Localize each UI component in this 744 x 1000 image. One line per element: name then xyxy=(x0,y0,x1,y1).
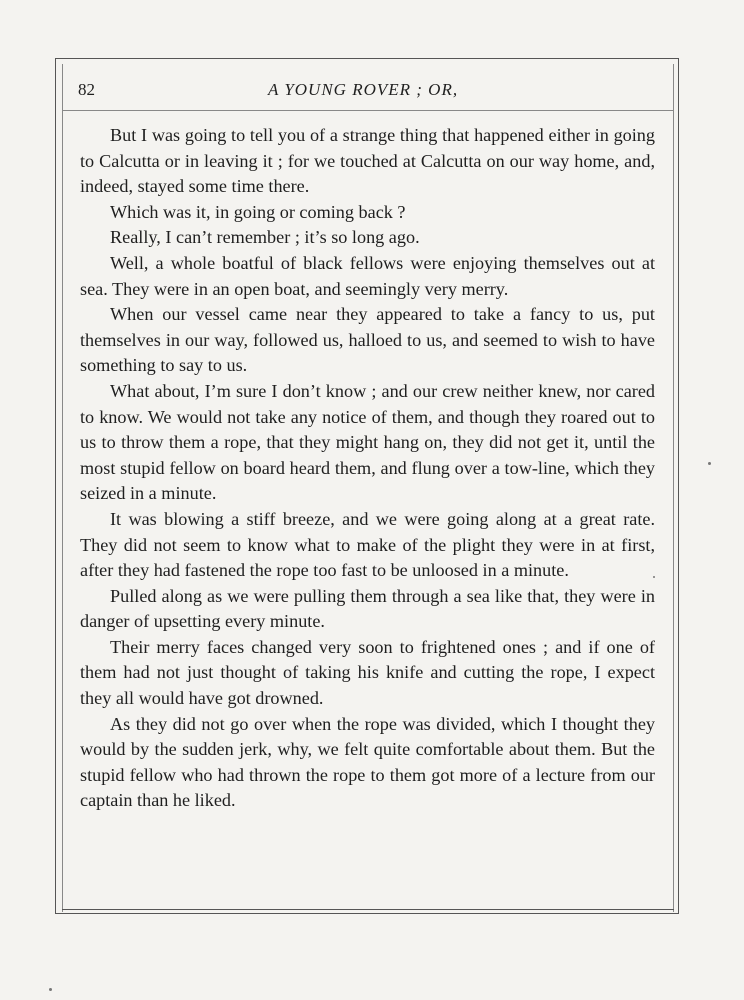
paragraph: Really, I can’t remember ; it’s so long ago. xyxy=(110,227,420,248)
paragraph: Well, a whole boatful of black fellows were enjoying themselves out at sea. They were in an open boat, and seemingly very merry. xyxy=(80,252,655,299)
paragraph: Pulled along as we were pulling them through a sea like that, they were in danger of upsetting every minute. xyxy=(80,585,655,632)
paragraph: Which was it, in going or coming back ? xyxy=(110,201,406,222)
paragraph: As they did not go over when the rope was divided, which I thought they would by the sudden jerk, why, we felt quite comfortable about them. But the stupid fellow who had thrown the rope to them got more of a lecture from our captain than he liked. xyxy=(80,713,655,811)
body-text xyxy=(80,123,655,814)
paper-speck xyxy=(708,462,711,465)
paragraph: Their merry faces changed very soon to frightened ones ; and if one of them had not just thought of taking his knife and cutting the rope, I expect they all would have got drowned. xyxy=(80,636,655,709)
page-number: 82 xyxy=(78,80,95,99)
page-header xyxy=(78,80,658,104)
running-title: A YOUNG ROVER ; OR, xyxy=(268,80,459,99)
paragraph: What about, I’m sure I don’t know ; and our crew neither knew, nor cared to know. We would not take any notice of them, and though they roared out to us to throw them a rope, that they might hang on, they did not get it, until the most stupid fellow on board heard them, and flung over a tow-line, which they seized in a minute. xyxy=(80,380,655,504)
paper-speck xyxy=(653,576,655,578)
paragraph: But I was going to tell you of a strange thing that happened either in going to Calcutta or in leaving it ; for we touched at Calcutta on our way home, and, indeed, stayed some time there. xyxy=(80,125,655,197)
paragraph: When our vessel came near they appeared to take a fancy to us, put themselves in our way, followed us, halloed to us, and seemed to wish to have something to say to us. xyxy=(80,304,655,376)
paragraph: It was blowing a stiff breeze, and we were going along at a great rate. They did not seem to know what to make of the plight they were in at first, after they had fastened the rope too fast to be unloosed in a minute. xyxy=(80,508,655,581)
paper-speck xyxy=(49,988,52,991)
bottom-rule xyxy=(62,909,674,910)
header-rule xyxy=(62,110,674,111)
